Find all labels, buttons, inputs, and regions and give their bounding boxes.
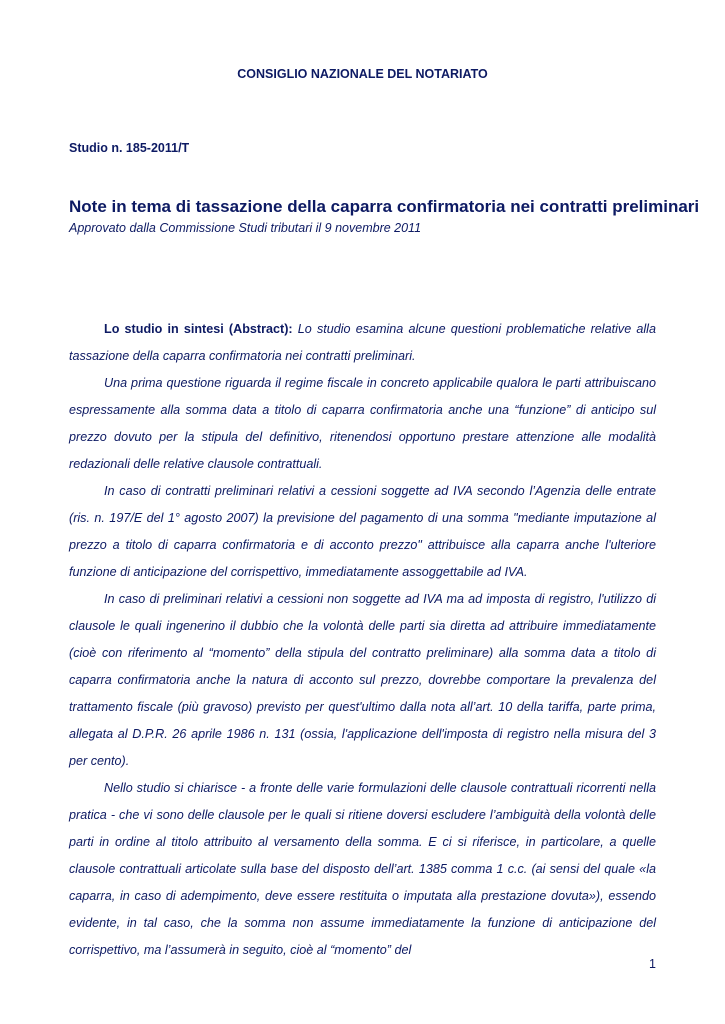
page-number: 1 <box>649 957 656 971</box>
abstract-paragraph: Una prima questione riguarda il regime fiscale in concreto applicabile qualora le parti attribuiscano espressamente alla somma data a titolo di caparra confirmatoria anche una “funzione” di anticipo sul prezzo dovuto per la stipula del definitivo, ritenendosi opportuno prestare attenzione alle modalità redazionali delle relative clausole contrattuali. <box>69 376 656 471</box>
abstract-lead-label: Lo studio in sintesi (Abstract): <box>104 322 293 336</box>
study-number: Studio n. 185-2011/T <box>69 141 190 155</box>
abstract-paragraph: In caso di contratti preliminari relativi a cessioni soggette ad IVA secondo l’Agenzia delle entrate (ris. n. 197/E del 1° agosto 2007) la previsione del pagamento di una somma "mediante imputazione al prezzo a titolo di caparra confirmatoria e di acconto prezzo" attribuisce alla caparra anche l'ulteriore funzione di anticipazione del corrispettivo, immediatamente assoggettabile ad IVA. <box>69 484 656 579</box>
abstract-paragraph: Nello studio si chiarisce - a fronte delle varie formulazioni delle clausole contrattuali ricorrenti nella pratica - che vi sono delle clausole per le quali si ritiene doversi escludere l’ambiguità della volontà delle parti in ordine al titolo attribuito al versamento della somma. E ci si riferisce, in particolare, a quelle clausole contrattuali articolate sulla base del disposto dell’art. 1385 comma 1 c.c. (ai sensi del quale «la caparra, in caso di adempimento, deve essere restituita o imputata alla prestazione dovuta»), essendo evidente, in tal caso, che la somma non assume immediatamente la funzione di anticipazione del corrispettivo, ma l’assumerà in seguito, cioè al “momento” del <box>69 781 656 957</box>
document-title: Note in tema di tassazione della caparra confirmatoria nei contratti preliminari <box>69 197 700 216</box>
organization-header: CONSIGLIO NAZIONALE DEL NOTARIATO <box>237 67 488 81</box>
abstract-lead-text: Lo studio esamina alcune questioni problematiche relative alla tassazione della caparra confirmatoria nei contratti preliminari. <box>69 322 656 363</box>
abstract-paragraph: In caso di preliminari relativi a cessioni non soggette ad IVA ma ad imposta di registro, l'utilizzo di clausole le quali ingenerino il dubbio che la volontà delle parti sia diretta ad attribuire immediatamente (cioè con riferimento al “momento” della stipula del contratto preliminare) alla somma data a titolo di caparra confirmatoria anche la natura di acconto sul prezzo, dovrebbe comportare la prevalenza del trattamento fiscale (più gravoso) previsto per quest'ultimo dalla nota all’art. 10 della tariffa, parte prima, allegata al D.P.R. 26 aprile 1986 n. 131 (ossia, l'applicazione dell'imposta di registro nella misura del 3 per cento). <box>69 592 656 768</box>
abstract-body <box>69 316 656 964</box>
abstract-lead-paragraph <box>69 316 656 370</box>
document-subtitle: Approvato dalla Commissione Studi tributari il 9 novembre 2011 <box>69 221 422 235</box>
